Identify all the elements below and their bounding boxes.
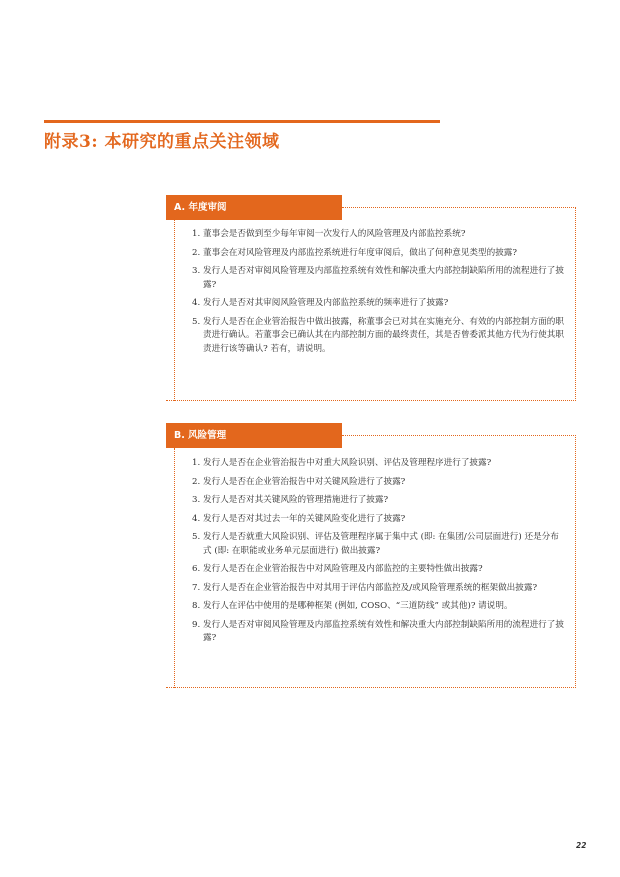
list-item: 3. 发行人是否对其关键风险的管理措施进行了披露? [192,495,389,505]
list-item: 2. 董事会在对风险管理及内部监控系统进行年度审阅后，做出了何种意见类型的披露? [192,247,517,258]
list-item: 1. 董事会是否做到至少每年审阅一次发行人的风险管理及内部监控系统? [192,229,466,239]
list-item: 8. 发行人在评估中使用的是哪种框架 (例如, COSO、“三道防线” 或其他)? 请说明。 [192,601,513,611]
list-item: 9. 发行人是否对审阅风险管理及内部监控系统有效性和解决重大内部控制缺陷所用的流程进行了披露? [192,619,564,643]
list-item: 7. 发行人是否在企业管治报告中对其用于评估内部监控及/或风险管理系统的框架做出披露? [192,582,538,593]
list-item: 1. 发行人是否在企业管治报告中对重大风险识别、评估及管理程序进行了披露? [192,458,492,468]
list-item: 2. 发行人是否在企业管治报告中对关键风险进行了披露? [192,476,406,487]
list-item: 4. 发行人是否对其过去一年的关键风险变化进行了披露? [192,513,406,524]
list-item: 4. 发行人是否对其审阅风险管理及内部监控系统的频率进行了披露? [192,298,449,308]
annual-review-list [192,228,564,361]
section-annual-review [166,195,576,401]
section-tab-risk-management: B. 风险管理 [166,423,342,448]
list-item: 5. 发行人是否在企业管治报告中做出披露，称董事会已对其在实施充分、有效的内部控制方面的职责进行确认。若董事会已确认其在内部控制方面的最终责任，其是否曾委派其他方代为行使其职责进行该等确认? 若有，请说明。 [192,316,564,354]
list-item: 5. 发行人是否就重大风险识别、评估及管理程序属于集中式 (即: 在集团/公司层面进行) 还是分布式 (即: 在职能或业务单元层面进行) 做出披露? [192,532,559,556]
title-rule [44,120,440,123]
list-item: 6. 发行人是否在企业管治报告中对风险管理及内部监控的主要特性做出披露? [192,564,483,574]
page-title: 附录3: 本研究的重点关注领域 [44,132,280,152]
list-item: 3. 发行人是否对审阅风险管理及内部监控系统有效性和解决重大内部控制缺陷所用的流程进行了披露? [192,266,564,290]
risk-management-list [192,457,564,651]
section-tab-annual-review: A. 年度审阅 [166,195,342,220]
page-number: 22 [576,841,587,850]
section-risk-management [166,423,576,688]
